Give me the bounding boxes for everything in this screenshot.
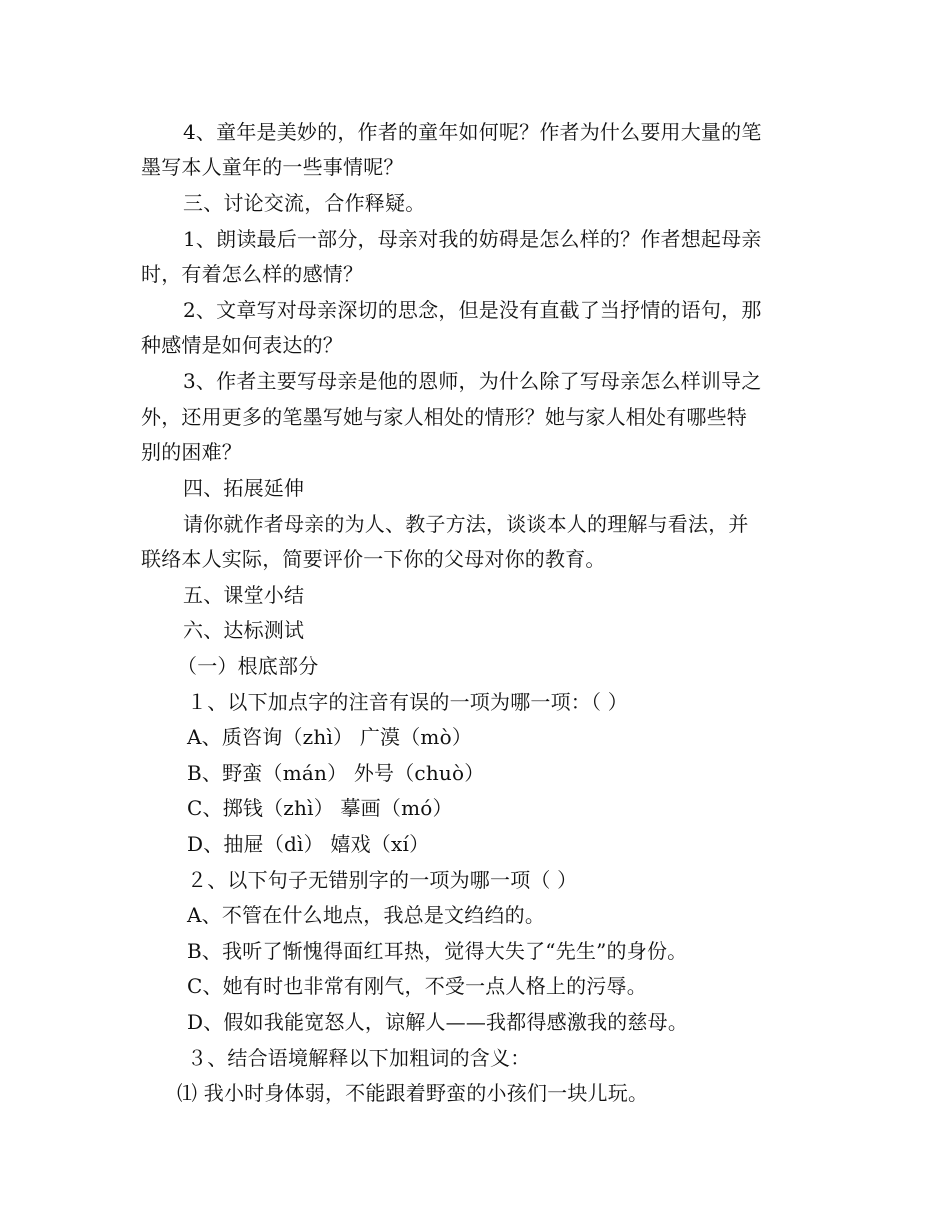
section-heading: 六、达标测试 (183, 618, 305, 642)
text-line: 1、朗读最后一部分，母亲对我的妨碍是怎么样的？作者想起母亲 (183, 227, 762, 251)
text-line: 3、作者主要写母亲是他的恩师，为什么除了写母亲怎么样训导之 (183, 369, 762, 393)
section-heading: 五、课堂小结 (183, 583, 305, 607)
text-line: 别的困难？ (141, 440, 242, 464)
answer-option: A、不管在什么地点，我总是文绉绉的。 (187, 903, 546, 927)
question: ２、以下句子无错别字的一项为哪一项（ ） (187, 868, 578, 892)
answer-option: C、掷钱（zhì） 摹画（mó） (187, 796, 453, 820)
text-line: 墨写本人童年的一些事情呢？ (141, 155, 404, 179)
text-line: 联络本人实际，简要评价一下你的父母对你的教育。 (141, 547, 606, 571)
section-heading: 四、拓展延伸 (183, 476, 305, 500)
subsection-heading: （一）根底部分 (177, 654, 319, 678)
text-line: 4、童年是美妙的，作者的童年如何呢？作者为什么要用大量的笔 (183, 120, 762, 144)
section-heading: 三、讨论交流，合作释疑。 (183, 191, 426, 215)
answer-option: D、假如我能宽怒人，谅解人——我都得感激我的慈母。 (187, 1010, 689, 1034)
answer-option: B、野蛮（mán） 外号（chuò） (187, 761, 485, 785)
answer-option: C、她有时也非常有刚气，不受一点人格上的污辱。 (187, 974, 647, 998)
answer-option: B、我听了惭愧得面红耳热，觉得大失了“先生”的身份。 (187, 939, 688, 963)
text-line: 种感情是如何表达的？ (141, 333, 343, 357)
question: １、以下加点字的注音有误的一项为哪一项：（ ） (187, 690, 628, 714)
text-line: 外，还用更多的笔墨写她与家人相处的情形？她与家人相处有哪些特 (141, 405, 747, 429)
text-line: 时，有着怎么样的感情？ (141, 262, 364, 286)
sub-question: ⑴ 我小时身体弱，不能跟着野蛮的小孩们一块儿玩。 (177, 1081, 649, 1105)
text-line: 请你就作者母亲的为人、教子方法，谈谈本人的理解与看法，并 (183, 512, 749, 536)
answer-option: D、抽屉（dì） 嬉戏（xí） (187, 832, 430, 856)
answer-option: A、质咨询（zhì） 广漠（mò） (187, 725, 473, 749)
text-line: 2、文章写对母亲深切的思念，但是没有直截了当抒情的语句，那 (183, 298, 762, 322)
question: ３、结合语境解释以下加粗词的含义： (187, 1046, 531, 1070)
